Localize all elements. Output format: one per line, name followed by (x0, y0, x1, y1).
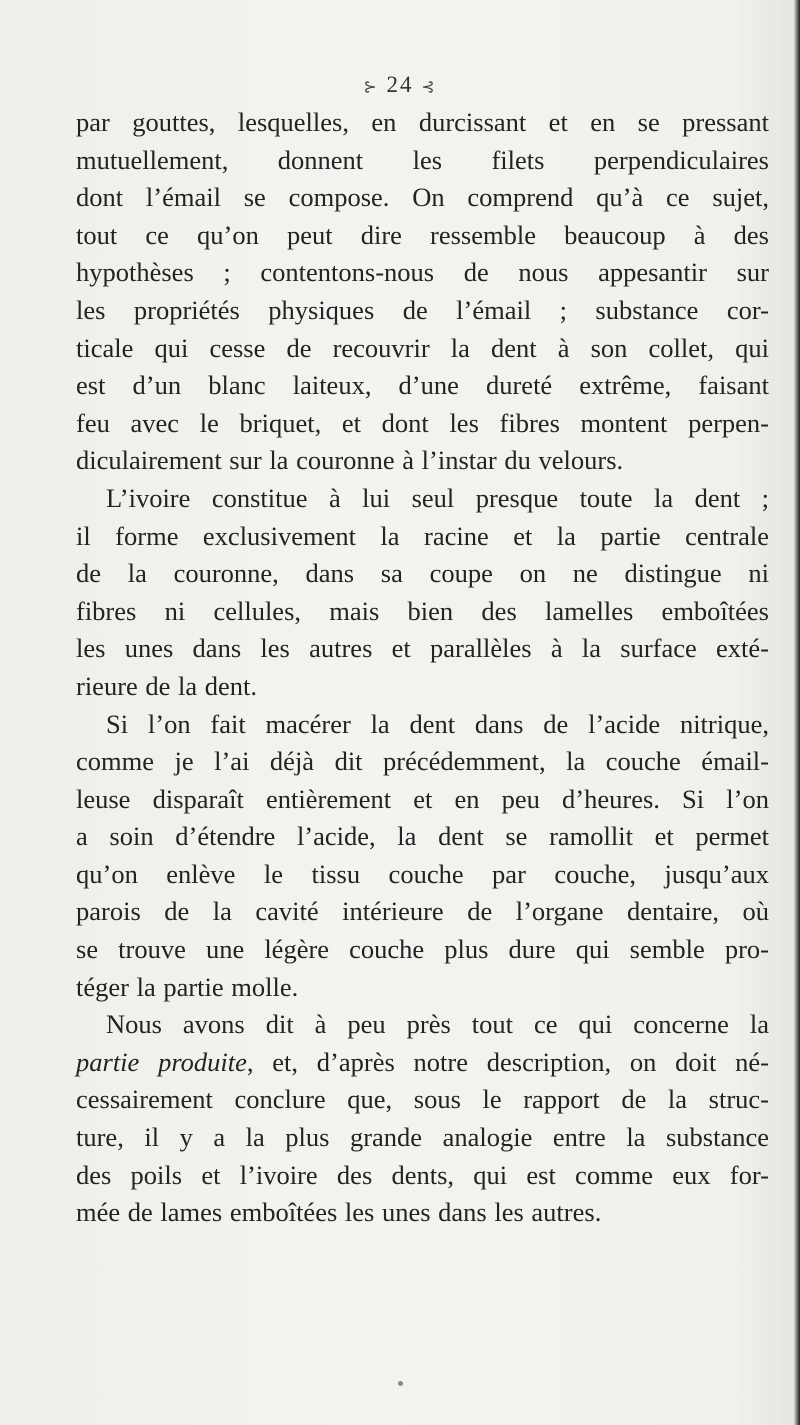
text-line: L’ivoire constitue à lui seul presque toute la dent ; (106, 482, 769, 513)
text-line-rest: , et, d’après notre description, on doit né- (246, 1046, 769, 1077)
body-text (76, 104, 769, 1232)
text-line: mée de lames emboîtées les unes dans les autres. (76, 1197, 602, 1228)
ink-speck (398, 1381, 403, 1386)
text-line: par gouttes, lesquelles, en durcissant et en se pressant (76, 107, 769, 137)
paragraph-3 (76, 706, 769, 1007)
text-line: qu’on enlève le tissu couche par couche, jusqu’aux (76, 858, 769, 889)
page-number: 24 (386, 72, 414, 97)
text-line: les propriétés physiques de l’émail ; substance cor- (76, 294, 769, 325)
text-line: rieure de la dent. (76, 670, 258, 701)
text-line: dont l’émail se compose. On comprend qu’à ce sujet, (76, 182, 769, 213)
text-line: des poils et l’ivoire des dents, qui est comme eux for- (76, 1159, 769, 1190)
paragraph-2 (76, 480, 769, 706)
ornament-right-icon: ⊰ (421, 78, 437, 96)
text-line: feu avec le briquet, et dont les fibres montent perpen- (76, 407, 769, 438)
page-header (0, 72, 800, 98)
text-line: comme je l’ai déjà dit précédemment, la couche émail- (76, 746, 769, 777)
text-line: ture, il y a la plus grande analogie entre la substance (76, 1122, 769, 1153)
text-line: a soin d’étendre l’acide, la dent se ramollit et permet (76, 821, 769, 852)
paragraph-4 (76, 1006, 769, 1232)
text-line: il forme exclusivement la racine et la partie centrale (76, 520, 769, 551)
text-line: de la couronne, dans sa coupe on ne distingue ni (76, 558, 769, 589)
text-line: diculairement sur la couronne à l’instar du velours. (76, 445, 624, 476)
text-line (76, 1044, 769, 1082)
text-line: cessairement conclure que, sous le rapport de la struc- (76, 1084, 769, 1115)
text-line: mutuellement, donnent les filets perpendiculaires (76, 144, 769, 175)
text-line: parois de la cavité intérieure de l’organe dentaire, où (76, 896, 769, 927)
text-line: Si l’on fait macérer la dent dans de l’acide nitrique, (106, 708, 769, 739)
text-line: fibres ni cellules, mais bien des lamelles emboîtées (76, 595, 769, 626)
text-line: les unes dans les autres et parallèles à la surface exté- (76, 633, 769, 664)
text-line: leuse disparaît entièrement et en peu d’heures. Si l’on (76, 783, 769, 814)
italic-term: partie produite (76, 1046, 247, 1077)
text-line: est d’un blanc laiteux, d’une dureté extrême, faisant (76, 370, 769, 401)
page-edge-shadow (794, 0, 800, 1425)
paragraph-1 (76, 104, 769, 480)
text-line: Nous avons dit à peu près tout ce qui concerne la (106, 1009, 769, 1040)
text-line: se trouve une légère couche plus dure qui semble pro- (76, 934, 769, 965)
text-line: téger la partie molle. (76, 971, 299, 1002)
text-line: hypothèses ; contentons-nous de nous appesantir sur (76, 257, 769, 288)
text-line: ticale qui cesse de recouvrir la dent à son collet, qui (76, 332, 769, 363)
ornament-left-icon: ⊱ (363, 78, 379, 96)
text-line: tout ce qu’on peut dire ressemble beaucoup à des (76, 219, 769, 250)
